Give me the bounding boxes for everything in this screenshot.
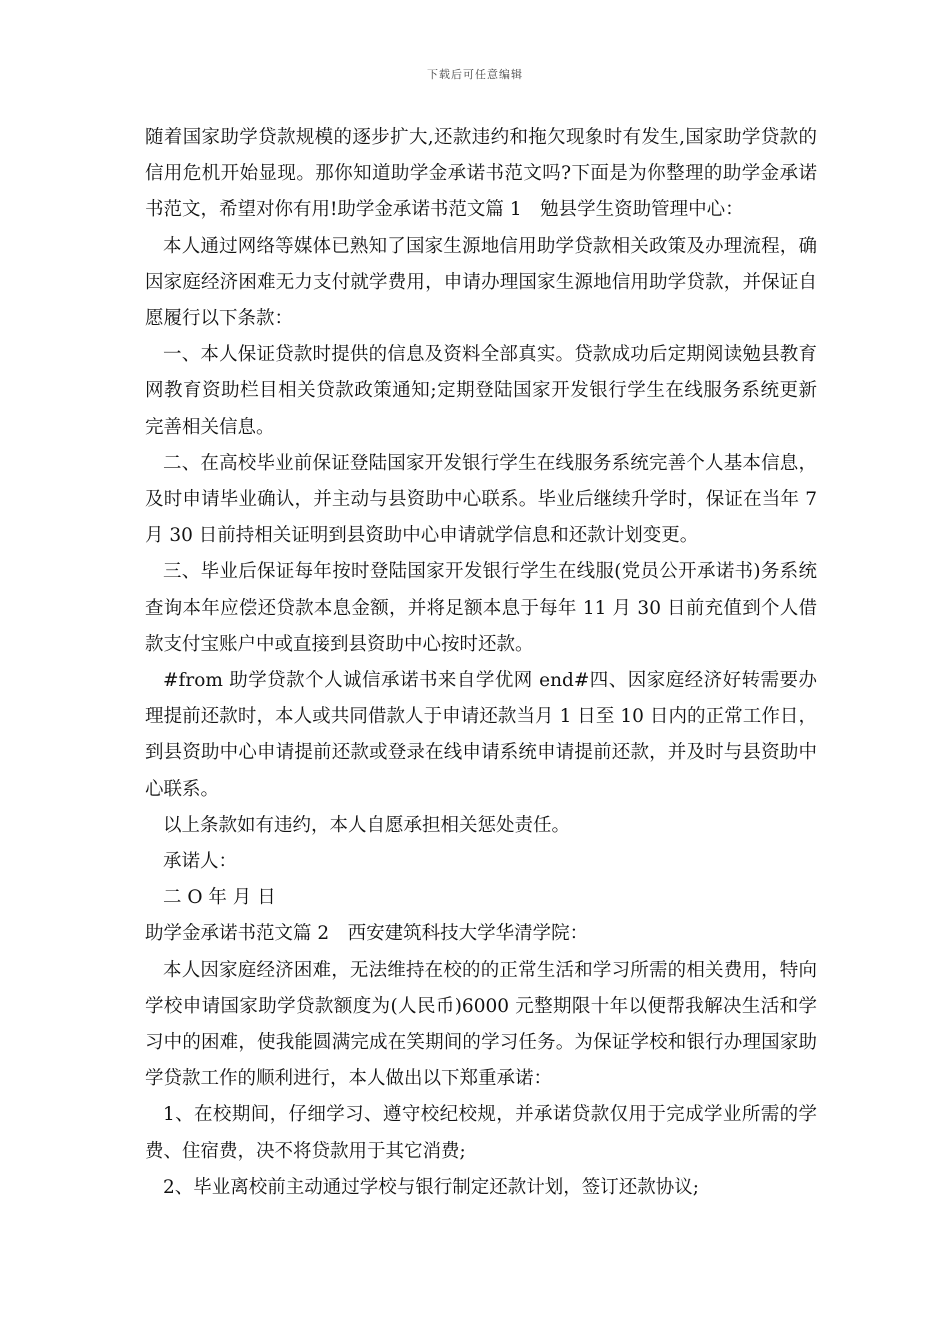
promise-2-paragraph: 2、毕业离校前主动通过学校与银行制定还款计划，签订还款协议; [163, 1176, 700, 1198]
intro-paragraph: 随着国家助学贷款规模的逐步扩大,还款违约和拖欠现象时有发生,国家助学贷款的信用危机开始显现。那你知道助学金承诺书范文吗?下面是为你整理的助学金承诺书范文，希望对你有用!助学金承诺书范文篇 1 勉县学生资助管理中心： [145, 127, 817, 221]
pledge-intro-paragraph: 本人通过网络等媒体已熟知了国家生源地信用助学贷款相关政策及办理流程，确因家庭经济困难无力支付就学费用，申请办理国家生源地信用助学贷款，并保证自愿履行以下条款： [145, 235, 817, 330]
clause-3-paragraph: 三、毕业后保证每年按时登陆国家开发银行学生在线服(党员公开承诺书)务系统查询本年应偿还贷款本息金额，并将足额本息于每年 11 月 30 日前充值到个人借款支付宝账户中或直接到县资助中心按时还款。 [145, 561, 817, 655]
clause-1-paragraph: 一、本人保证贷款时提供的信息及资料全部真实。贷款成功后定期阅读勉县教育网教育资助栏目相关贷款政策通知;定期登陆国家开发银行学生在线服务系统更新完善相关信息。 [145, 344, 817, 438]
sample-2-heading: 助学金承诺书范文篇 2 西安建筑科技大学华清学院： [145, 923, 589, 945]
clause-2-paragraph: 二、在高校毕业前保证登陆国家开发银行学生在线服务系统完善个人基本信息，及时申请毕业确认，并主动与县资助中心联系。毕业后继续升学时，保证在当年 7 月 30 日前持相关证明到县资助中心申请就学信息和还款计划变更。 [145, 452, 817, 547]
document-body [145, 120, 817, 1206]
date-line: 二 O 年 月 日 [163, 887, 276, 909]
promise-1-paragraph: 1、在校期间，仔细学习、遵守校纪校规，并承诺贷款仅用于完成学业所需的学费、住宿费，决不将贷款用于其它消费; [145, 1104, 817, 1162]
liability-paragraph: 以上条款如有违约，本人自愿承担相关惩处责任。 [163, 814, 571, 836]
signer-label: 承诺人： [163, 851, 238, 873]
page-header: 下载后可任意编辑 [427, 68, 523, 81]
sample-2-intro-paragraph: 本人因家庭经济困难，无法维持在校的的正常生活和学习所需的相关费用，特向学校申请国家助学贷款额度为(人民币)6000 元整期限十年以便帮我解决生活和学习中的困难，使我能圆满完成在笑期间的学习任务。为保证学校和银行办理国家助学贷款工作的顺利进行，本人做出以下郑重承诺： [145, 959, 817, 1090]
clause-4-paragraph: #from 助学贷款个人诚信承诺书来自学优网 end#四、因家庭经济好转需要办理提前还款时，本人或共同借款人于申请还款当月 1 日至 10 日内的正常工作日，到县资助中心申请提前还款或登录在线申请系统申请提前还款，并及时与县资助中心联系。 [145, 670, 817, 800]
